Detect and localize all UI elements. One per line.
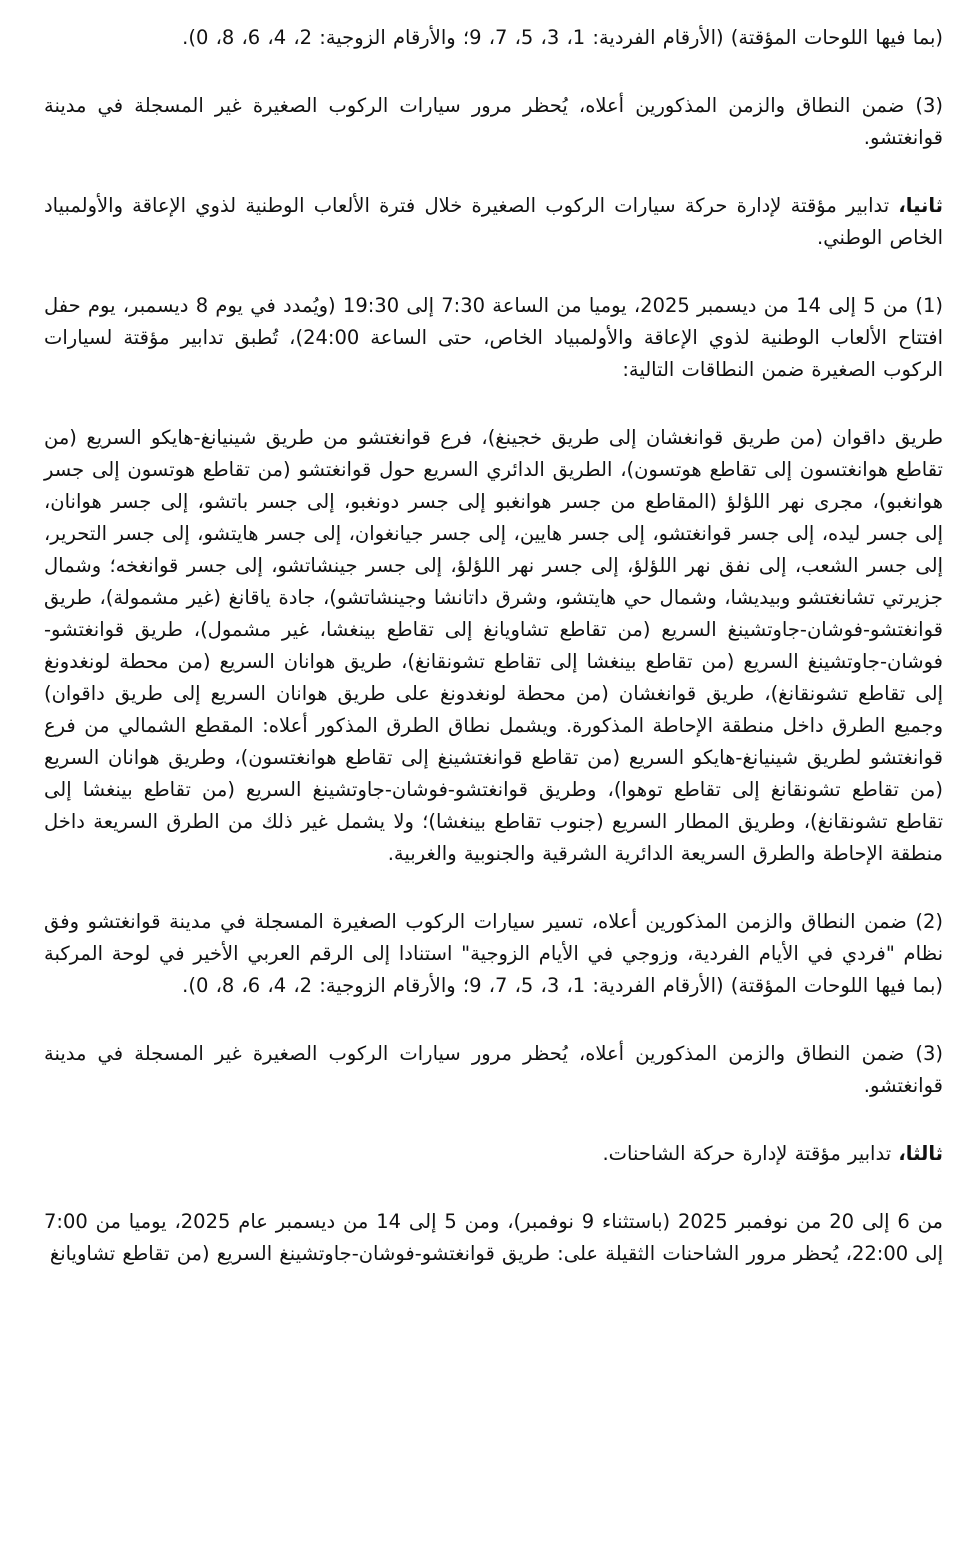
paragraph-gap: [44, 54, 943, 90]
paragraph-item-3-previous: (3) ضمن النطاق والزمن المذكورين أعلاه، يُحظر مرور سيارات الركوب الصغيرة غير المسجلة في مدينة قوانغتشو.: [44, 94, 943, 149]
paragraph-gap: [44, 1002, 943, 1038]
section-3-label: ثالثا،: [898, 1142, 943, 1165]
top-margin: [44, 0, 943, 22]
paragraph-roads-list: طريق داقوان (من طريق قوانغشان إلى طريق خجينغ)، فرع قوانغتشو من طريق شينيانغ-هايكو السريع (من تقاطع هوانغتسون إلى تقاطع هوتسون)، الطريق الدائري السريع حول قوانغتشو (من تقاطع هوتسون إلى جسر هوانغبو)، مجرى نهر اللؤلؤ (المقاطع من جسر هوانغبو إلى جسر دونغبو، إلى جسر باتشو، إلى جسر هوانان، إلى جسر ليده، إلى جسر قوانغتشو، إلى جسر هايين، إلى جسر جيانغوان، إلى جسر هايتشو، إلى جسر التحرير، إلى جسر الشعب، إلى نفق نهر اللؤلؤ، إلى جسر نهر اللؤلؤ، إلى جسر جينشاتشو، إلى جسر قوانغخه؛ وشمال جزيرتي تشانغتشو وبيديشا، وشمال حي هايتشو، وشرق داتانشا وجينشاتشو)، جادة ياقانغ (غير مشمولة)، طريق قوانغتشو-فوشان-جاوتشينغ السريع (من تقاطع تشاويانغ إلى تقاطع بينغشا، غير مشمول)، طريق قوانغتشو-فوشان-جاوتشينغ السريع (من تقاطع بينغشا إلى تقاطع تشونقانغ)، طريق هوانان السريع (من محطة لونغدونغ إلى تقاطع تشونقانغ)، طريق قوانغشان (من محطة لونغدونغ على طريق هوانان السريع إلى طريق داقوان) وجميع الطرق داخل منطقة الإحاطة المذكورة. ويشمل نطاق الطرق المذكور أعلاه: المقطع الشمالي من فرع قوانغتشو لطريق شينيانغ-هايكو السريع (من تقاطع قوانغتشينغ إلى تقاطع هوانغتسون)، وطريق هوانان السريع (من تقاطع تشونقانغ إلى تقاطع توهوا)، وطريق قوانغتشو-فوشان-جاوتشينغ السريع (من تقاطع بينغشا إلى تقاطع تشونقانغ)، وطريق المطار السريع (جنوب تقاطع بينغشا)؛ ولا يشمل غير ذلك من الطرق السريعة داخل منطقة الإحاطة والطرق السريعة الدائرية الشرقية والجنوبية والغربية.: [44, 426, 943, 865]
paragraph-gap: [44, 1102, 943, 1138]
section-3-text: تدابير مؤقتة لإدارة حركة الشاحنات.: [602, 1142, 899, 1165]
paragraph-item-3: (3) ضمن النطاق والزمن المذكورين أعلاه، يُحظر مرور سيارات الركوب الصغيرة غير المسجلة في مدينة قوانغتشو.: [44, 1042, 943, 1097]
paragraph-gap: [44, 386, 943, 422]
paragraph-gap: [44, 154, 943, 190]
paragraph-gap: [44, 1170, 943, 1206]
paragraph-gap: [44, 870, 943, 906]
paragraph-trucks: من 6 إلى 20 من نوفمبر 2025 (باستثناء 9 نوفمبر)، ومن 5 إلى 14 من ديسمبر عام 2025، يوميا من 7:00 إلى 22:00، يُحظر مرور الشاحنات الثقيلة على: طريق قوانغتشو-فوشان-جاوتشينغ السريع (من تقاطع تشاويانغ: [44, 1210, 943, 1265]
continuation-line: (بما فيها اللوحات المؤقتة) (الأرقام الفردية: 1، 3، 5، 7، 9؛ والأرقام الزوجية: 2، 4، 6، 8، 0).: [182, 26, 943, 49]
section-2-label: ثانيا،: [898, 194, 943, 217]
paragraph-item-1: (1) من 5 إلى 14 من ديسمبر 2025، يوميا من الساعة 7:30 إلى 19:30 (ويُمدد في يوم 8 ديسمبر، يوم حفل افتتاح الألعاب الوطنية لذوي الإعاقة والأولمبياد الخاص، حتى الساعة 24:00)، تُطبق تدابير مؤقتة لسيارات الركوب الصغيرة ضمن النطاقات التالية:: [44, 294, 944, 381]
section-2-text: تدابير مؤقتة لإدارة حركة سيارات الركوب الصغيرة خلال فترة الألعاب الوطنية لذوي الإعاقة والأولمبياد الخاص الوطني.: [44, 194, 943, 249]
paragraph-gap: [44, 254, 943, 290]
paragraph-item-2: (2) ضمن النطاق والزمن المذكورين أعلاه، تسير سيارات الركوب الصغيرة المسجلة في مدينة قوانغتشو وفق نظام "فردي في الأيام الفردية، وزوجي في الأيام الزوجية" استنادا إلى الرقم العربي الأخير في لوحة المركبة (بما فيها اللوحات المؤقتة) (الأرقام الفردية: 1، 3، 5، 7، 9؛ والأرقام الزوجية: 2، 4، 6، 8، 0).: [44, 910, 943, 997]
section-2-heading: [44, 190, 943, 254]
section-3-heading: [44, 1138, 943, 1170]
